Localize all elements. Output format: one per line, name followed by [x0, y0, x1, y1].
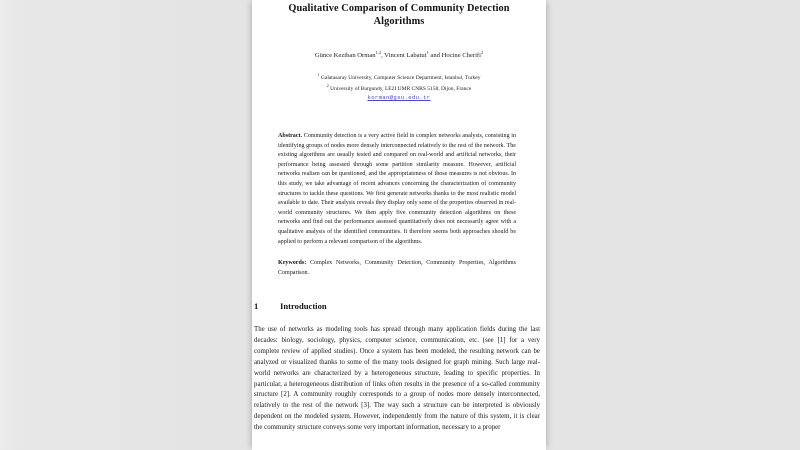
affiliation-text: University of Burgundy, LE2I UMR CNRS 5158, Dijon, France — [330, 85, 472, 92]
author-separator: , — [381, 52, 385, 60]
keywords-label: Keywords: — [278, 260, 307, 267]
abstract-paragraph — [278, 132, 516, 247]
affiliation-item — [266, 82, 532, 93]
section-heading-introduction — [254, 300, 546, 312]
affiliation-marker: 1 — [317, 71, 320, 77]
author-affiliation-marker: 1,2 — [375, 50, 382, 56]
affiliation-text: Galatasaray University, Computer Science Department, Istanbul, Turkey — [320, 74, 481, 81]
page-content — [252, 0, 546, 434]
section-title: Introduction — [280, 301, 327, 312]
author-affiliation-marker: 1 — [426, 50, 429, 56]
author-name: Günce Keziban Orman — [314, 52, 376, 60]
affiliation-marker: 2 — [326, 83, 329, 89]
section-paragraph: The use of networks as modeling tools has spread through many application fields during the last decades: biology, sociology, physics, computer science, communication, etc. (see [1] for a very complete review of applied studies). Once a system has been modeled, the resulting network can be analyzed or visualized thanks to some of the many tools designed for graph mining. Such large real-world networks are characterized by a heterogeneous structure, leading to specific properties. In particular, a heterogeneous distribution of links often results in the presence of a so-called community structure [2]. A community roughly corresponds to a group of nodes more densely interconnected, relatively to the rest of the network [3]. The way such a structure can be interpreted is obviously dependent on the modeled system. However, independently from the nature of this system, it is clear the community structure conveys some very important information, necessary to a proper — [254, 326, 540, 431]
author-name: Vincent Labatut — [384, 52, 427, 60]
page-title: Qualitative Comparison of Community Detection Algorithms — [288, 3, 510, 28]
affiliation-item — [266, 71, 532, 82]
section-number: 1 — [254, 301, 259, 312]
keywords-text: Complex Networks, Community Detection, Community Properties, Algorithms Comparison. — [278, 260, 516, 276]
keywords-paragraph — [278, 259, 516, 278]
author-list — [269, 48, 529, 60]
author-name: Hocine Cherifi — [441, 52, 481, 60]
document-page — [252, 0, 546, 450]
affiliation-block — [266, 71, 532, 103]
author-affiliation-marker: 2 — [480, 50, 484, 56]
abstract-text: Community detection is a very active field in complex networks analysis, consisting in identifying groups of nodes more densely interconnected relatively to the rest of the network. The existing algorithms are usually tested and compared on real-world and artificial networks, their performance being assessed through some partition similarity measure. However, artificial networks realism can be questioned, and the appropriateness of those measures is not obvious. In this study, we take advantage of recent advances concerning the characterization of community structures to tackle these questions. We first generate networks thanks to the most realistic model available to date. Their analysis reveals they display only some of the properties observed in real-world community structures. We then apply five community detection algorithms on these networks and find out the performance assessed quantitatively does not necessarily agree with a qualitative analysis of the identified communities. It therefore seems both approaches should be applied to perform a relevant comparison of the algorithms. — [278, 133, 516, 245]
author-separator: and — [428, 52, 442, 60]
contact-email-link[interactable]: korman@gsu.edu.tr — [367, 94, 431, 102]
abstract-label: Abstract. — [278, 133, 303, 140]
